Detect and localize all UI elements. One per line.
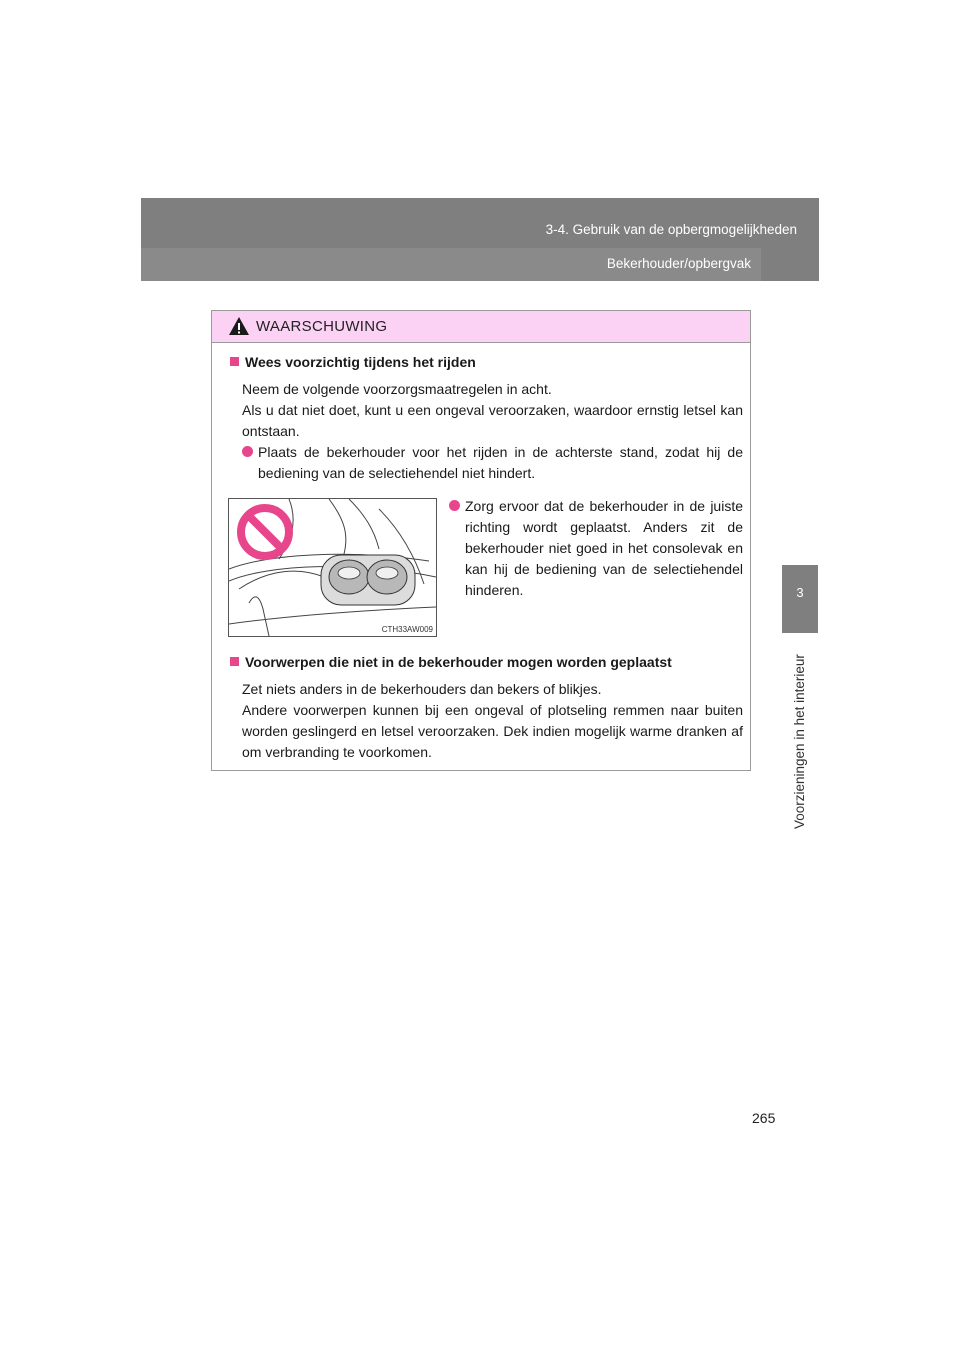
warning-box — [211, 310, 751, 771]
cupholder-illustration — [228, 498, 437, 637]
header-section-title: 3-4. Gebruik van de opbergmogelijkheden — [545, 222, 797, 237]
section1-heading — [230, 354, 476, 370]
section2-heading — [230, 654, 672, 670]
bullet-dot-icon — [242, 446, 253, 457]
section2-text1: Zet niets anders in de bekerhouders dan bekers of blikjes. — [242, 681, 602, 697]
warning-triangle-icon — [228, 316, 250, 336]
section2-text2: Andere voorwerpen kunnen bij een ongeval of plotseling remmen naar buiten worden geslingerd en letsel veroorzaken. Dek indien mogelijk warme dranken af om verbranding te voorkomen. — [242, 702, 743, 760]
section2-heading-text: Voorwerpen die niet in de bekerhouder mogen worden geplaatst — [245, 654, 672, 670]
page-number: 265 — [752, 1110, 776, 1126]
section1-intro2: Als u dat niet doet, kunt u een ongeval veroorzaken, waardoor ernstig letsel kan ontstaan. — [242, 402, 743, 439]
warning-title: WAARSCHUWING — [256, 318, 388, 335]
square-bullet-icon — [230, 357, 239, 366]
prohibition-icon — [241, 508, 289, 556]
chapter-number: 3 — [796, 585, 804, 600]
chapter-label: Voorzieningen in het interieur — [792, 654, 807, 829]
section1-intro: Neem de volgende voorzorgsmaatregelen in acht. — [242, 381, 552, 397]
square-bullet-icon — [230, 657, 239, 666]
chapter-tab — [782, 565, 818, 633]
header-subsection-title: Bekerhouder/opbergvak — [606, 256, 751, 271]
bullet-2-text: Zorg ervoor dat de bekerhouder in de juiste richting wordt geplaatst. Anders zit de bekerhouder niet goed in het consolevak en kan hij de bediening van de selectiehendel hinderen. — [465, 498, 743, 598]
warning-header — [212, 311, 750, 343]
cupholder-drawing — [229, 499, 436, 636]
bullet-item-1 — [242, 442, 743, 484]
chapter-label-container — [782, 633, 818, 833]
bullet-1-text: Plaats de bekerhouder voor het rijden in de achterste stand, zodat hij de bediening van de selectiehendel niet hindert. — [258, 444, 743, 481]
section1-heading-text: Wees voorzichtig tijdens het rijden — [245, 354, 476, 370]
bullet-item-2 — [449, 496, 743, 601]
illustration-code: CTH33AW009 — [381, 625, 433, 634]
header-band — [141, 198, 819, 281]
bullet-dot-icon — [449, 500, 460, 511]
